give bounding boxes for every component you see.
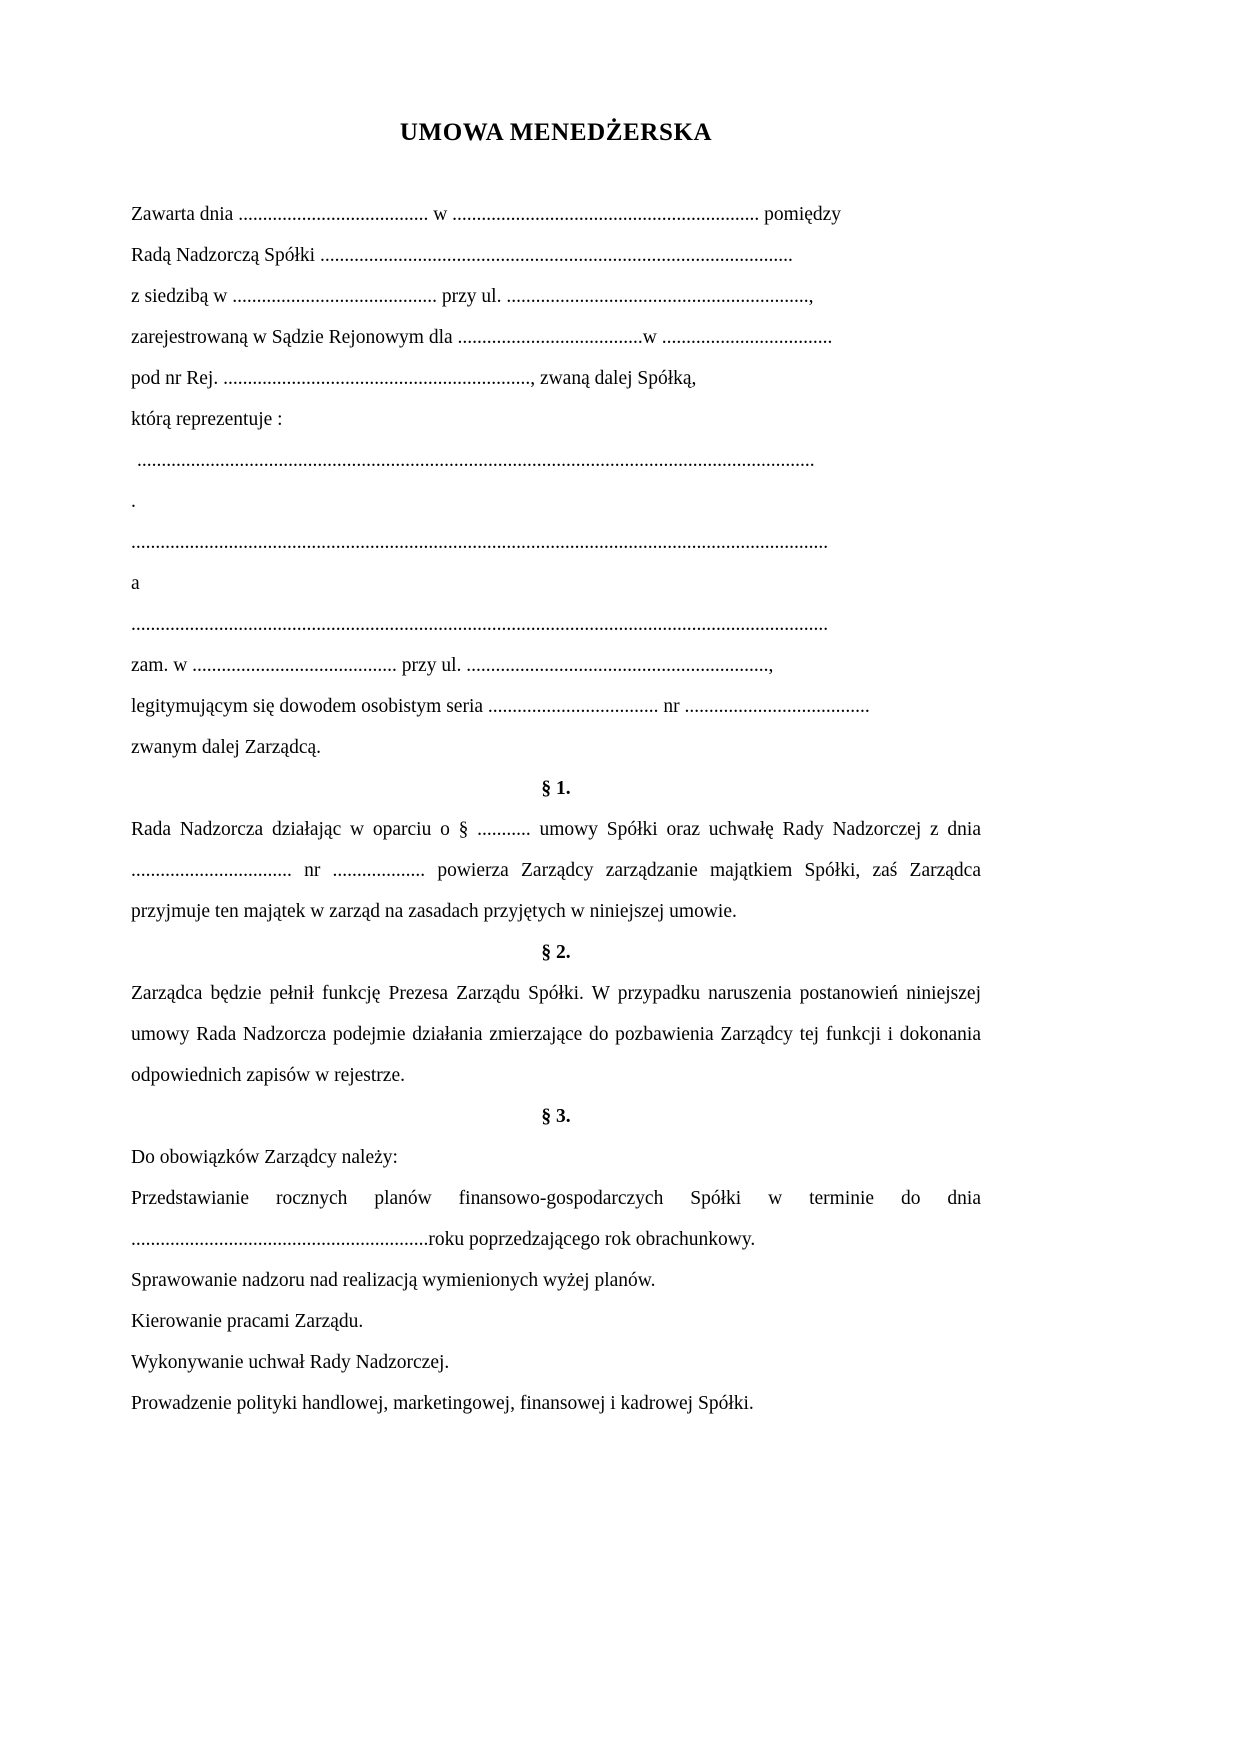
page-title: UMOWA MENEDŻERSKA	[399, 119, 713, 146]
section-3-duty-2: Sprawowanie nadzoru nad realizacją wymienionych wyżej planów.	[131, 1270, 656, 1291]
section-3-duty-4: Wykonywanie uchwał Rady Nadzorczej.	[131, 1352, 450, 1373]
preamble-period-mark: .	[131, 491, 136, 512]
preamble-line-pod-nr-rej: pod nr Rej. ..............................................................., zwaną dalej Spółką,	[131, 368, 697, 389]
preamble-line-zam-w: zam. w .......................................... przy ul. ..............................................................,	[131, 655, 774, 676]
preamble-line-rada-nadzorcza-spolki: Radą Nadzorczą Spółki .................................................................................................	[131, 245, 793, 266]
section-1-heading: § 1.	[541, 778, 571, 799]
preamble-line-ktora-reprezentuje: którą reprezentuje :	[131, 409, 283, 430]
section-1	[131, 768, 986, 932]
section-1-paragraph: Rada Nadzorcza działając w oparciu o § ........... umowy Spółki oraz uchwałę Rady Nadzorczej z dnia ................................. nr ................... powierza Zarządcy zarządzanie majątkiem Spółki, zaś Zarządca przyjmuje ten majątek w zarząd na zasadach przyjętych w niniejszej umowie.	[131, 819, 986, 922]
section-3-intro: Do obowiązków Zarządcy należy:	[131, 1147, 398, 1168]
preamble-line-zawarta-dnia: Zawarta dnia ....................................... w ............................................................... pomiędzy	[131, 204, 842, 225]
preamble-dotted-line-1: ...........................................................................................................................................	[137, 450, 815, 471]
section-2	[131, 932, 986, 1096]
preamble-conjunction-a: a	[131, 573, 140, 594]
section-2-heading: § 2.	[541, 942, 571, 963]
preamble-line-zarejestrowana: zarejestrowaną w Sądzie Rejonowym dla ......................................w ...................................	[131, 327, 833, 348]
preamble-line-zwanym-dalej-zarzadca: zwanym dalej Zarządcą.	[131, 737, 322, 758]
section-2-paragraph: Zarządca będzie pełnił funkcję Prezesa Zarządu Spółki. W przypadku naruszenia postanowień niniejszej umowy Rada Nadzorcza podejmie działania zmierzające do pozbawienia Zarządcy tej funkcji i dokonania odpowiednich zapisów w rejestrze.	[131, 983, 986, 1086]
section-3	[131, 1096, 986, 1424]
section-3-duty-5: Prowadzenie polityki handlowej, marketingowej, finansowej i kadrowej Spółki.	[131, 1393, 754, 1414]
section-3-heading: § 3.	[541, 1106, 571, 1127]
preamble-dotted-line-2: ...............................................................................................................................................	[131, 532, 829, 553]
section-3-duty-1: Przedstawianie rocznych planów finansowo-gospodarczych Spółki w terminie do dnia .............................................................roku poprzedzającego rok obrachunkowy.	[131, 1188, 986, 1250]
document-content	[131, 118, 986, 1424]
section-3-duty-3: Kierowanie pracami Zarządu.	[131, 1311, 364, 1332]
preamble-block	[131, 194, 981, 768]
preamble-line-legitymujacym: legitymującym się dowodem osobistym seria ................................... nr ......................................	[131, 696, 870, 717]
preamble-dotted-line-3: ...............................................................................................................................................	[131, 614, 829, 635]
preamble-line-z-siedziba: z siedzibą w .......................................... przy ul. ..............................................................,	[131, 286, 814, 307]
